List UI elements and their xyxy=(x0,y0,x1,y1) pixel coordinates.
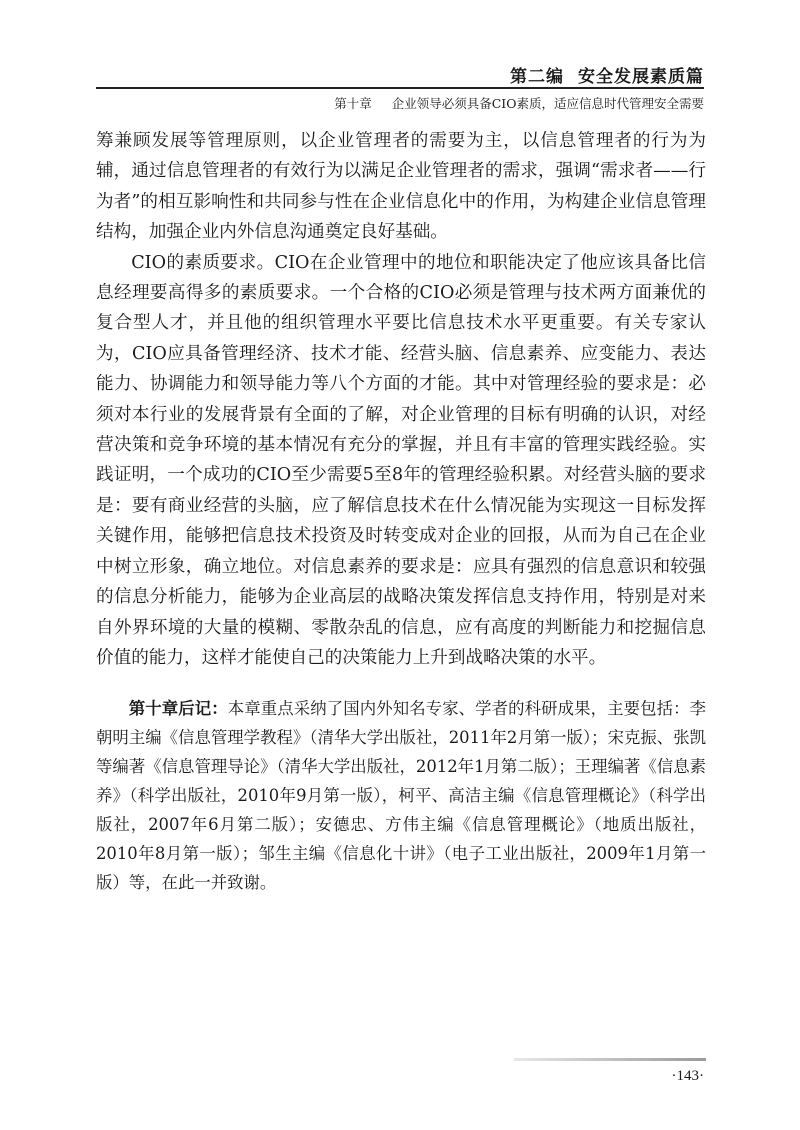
chapter-afterword xyxy=(96,694,706,897)
paragraph-continued: 筹兼顾发展等管理原则，以企业管理者的需要为主，以信息管理者的行为为辅，通过信息管理者的有效行为以满足企业管理者的需求，强调“需求者——行为者”的相互影响性和共同参与性在企业信息化中的作用，为构建企业信息管理结构，加强企业内外信息沟通奠定良好基础。 xyxy=(96,131,706,243)
afterword-title: 第十章后记： xyxy=(128,699,228,718)
header-rule xyxy=(96,87,704,89)
afterword-paragraph xyxy=(96,694,706,897)
part-label: 第二编 xyxy=(510,67,564,87)
running-header-chapter xyxy=(334,94,704,112)
chapter-label: 第十章 xyxy=(334,96,372,111)
body-text xyxy=(96,126,706,673)
part-title: 安全发展素质篇 xyxy=(578,67,704,87)
afterword-text: 本章重点采纳了国内外知名专家、学者的科研成果，主要包括：李朝明主编《信息管理学教程》（清华大学出版社，2011年2月第一版）；宋克振、张凯等编著《信息管理导论》（清华大学出版社，2012年1月第二版）；王理编著《信息素养》（科学出版社，2010年9月第一版），柯平、高洁主编《信息管理概论》（科学出版社，2007年6月第二版）；安德忠、方伟主编《信息管理概论》（地质出版社，2010年8月第一版）；邹生主编《信息化十讲》（电子工业出版社，2009年1月第一版）等，在此一并致谢。 xyxy=(96,699,707,892)
page-number: ·143· xyxy=(671,1068,704,1084)
paragraph-cio-requirements: CIO的素质要求。CIO在企业管理中的地位和职能决定了他应该具备比信息经理要高得多的素质要求。一个合格的CIO必须是管理与技术两方面兼优的复合型人才，并且他的组织管理水平要比信息技术水平更重要。有关专家认为，CIO应具备管理经济、技术才能、经营头脑、信息素养、应变能力、表达能力、协调能力和领导能力等八个方面的才能。其中对管理经验的要求是：必须对本行业的发展背景有全面的了解，对企业管理的目标有明确的认识，对经营决策和竞争环境的基本情况有充分的掌握，并且有丰富的管理实践经验。实践证明，一个成功的CIO至少需要5至8年的管理经验积累。对经营头脑的要求是：要有商业经营的头脑，应了解信息技术在什么情况能为实现这一目标发挥关键作用，能够把信息技术投资及时转变成对企业的回报，从而为自己在企业中树立形象，确立地位。对信息素养的要求是：应具有强烈的信息意识和较强的信息分析能力，能够为企业高层的战略决策发挥信息支持作用，特别是对来自外界环境的大量的模糊、零散杂乱的信息，应有高度的判断能力和挖掘信息价值的能力，这样才能使自己的决策能力上升到战略决策的水平。 xyxy=(96,252,706,668)
footer-bar xyxy=(514,1058,706,1061)
running-header-part xyxy=(510,62,704,87)
chapter-title: 企业领导必须具备CIO素质，适应信息时代管理安全需要 xyxy=(391,96,704,111)
